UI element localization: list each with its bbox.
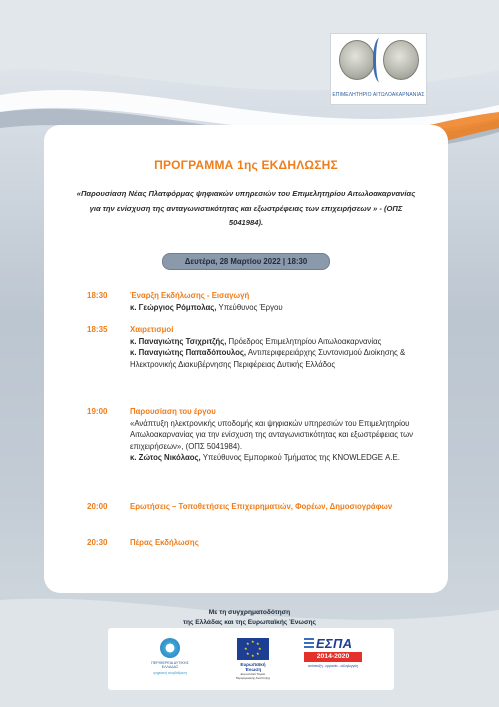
sponsor-logos (108, 628, 394, 690)
agenda-time: 18:35 (87, 325, 108, 334)
agenda-heading: Παρουσίαση του έργου (130, 407, 216, 416)
agenda-time: 18:30 (87, 291, 108, 300)
chamber-logo-text: ΕΠΙΜΕΛΗΤΗΡΙΟ ΑΙΤΩΛΟΑΚΑΡΝΑΝΙΑΣ (332, 92, 425, 98)
espa-logo (304, 636, 362, 668)
eu-logo (232, 638, 274, 680)
speaker-name: κ. Ζώτος Νικόλαος, (130, 453, 201, 462)
coin-icon (383, 40, 419, 80)
eu-fund-label: Ευρωπαϊκό Ταμείο Περιφερειακής Ανάπτυξης (235, 672, 271, 680)
speaker-name: κ. Παναγιώτης Τσιχριτζής, (130, 336, 227, 346)
region-logo-icon (160, 638, 180, 658)
region-logo-tagline: ψηφιακή αναβάθμιση (153, 671, 187, 675)
agenda-time: 20:00 (87, 502, 108, 511)
speaker-name: κ. Παναγιώτης Παπαδόπουλος, (130, 348, 247, 357)
region-logo-text: ΠΕΡΙΦΕΡΕΙΑ ΔΥΤΙΚΗΣ ΕΛΛΑΔΑΣ (151, 661, 189, 669)
agenda-heading: Πέρας Εκδήλωσης (130, 538, 199, 547)
agenda-heading: Χαιρετισμοί (130, 325, 174, 334)
eu-label: Ευρωπαϊκή Ένωση (240, 662, 266, 672)
cofunding-line-1: Με τη συγχρηματοδότηση (208, 609, 291, 616)
speaker-role: Υπεύθυνος Εμπορικού Τμήματος της KNOWLEDGE Α.Ε. (200, 453, 400, 462)
event-date-badge: Δευτέρα, 28 Μαρτίου 2022 | 18:30 (162, 253, 330, 270)
program-subtitle: «Παρουσίαση Νέας Πλατφόρμας ψηφιακών υπηρεσιών του Επιμελητηρίου Αιτωλοακαρνανίας για την ενίσχυση της ανταγωνιστικότητας και εξωστρέφειας των επιχειρήσεων » - (ΟΠΣ 5041984). (76, 189, 416, 227)
greek-flag-icon (304, 638, 314, 650)
espa-name: ΕΣΠΑ (316, 636, 353, 651)
agenda-time: 20:30 (87, 538, 108, 547)
agenda-time: 19:00 (87, 407, 108, 416)
espa-years: 2014-2020 (304, 652, 362, 662)
cofunding-line-2: της Ελλάδας και της Ευρωπαϊκής Ένωσης (183, 619, 316, 626)
program-card (44, 125, 448, 593)
program-title: ΠΡΟΓΡΑΜΜΑ 1ης ΕΚΔΗΛΩΣΗΣ (154, 158, 338, 172)
project-description: «Ανάπτυξη ηλεκτρονικής υποδομής και ψηφιακών υπηρεσιών του Επιμελητηρίου Αιτωλοακαρνανίας για την ενίσχυση της ανταγωνιστικότητας και εξωστρέφειας των επιχειρήσεων», (ΟΠΣ 5041984). (130, 418, 414, 451)
speaker-role: Υπεύθυνος Έργου (216, 302, 283, 312)
chamber-logo (330, 33, 427, 105)
speaker-name: κ. Γεώργιος Ρόμπολας, (130, 302, 217, 312)
speaker-role: Αντιπεριφερειάρχης Συντονισμού Διοίκησης & Ηλεκτρονικής Διακυβέρνησης Περιφέρειας Δυτικής Ελλάδος (130, 348, 406, 369)
speaker-role: Πρόεδρος Επιμελητηρίου Αιτωλοακαρνανίας (226, 336, 382, 346)
coin-icon (339, 40, 375, 80)
agenda-heading: Έναρξη Εκδήλωσης - Εισαγωγή (130, 291, 250, 300)
cofunding-note (0, 608, 499, 628)
espa-tagline: ανάπτυξη - εργασία - αλληλεγγύη (307, 664, 359, 668)
agenda-heading: Ερωτήσεις – Τοποθετήσεις Επιχειρηματιών, Φορέων, Δημοσιογράφων (130, 502, 393, 511)
region-logo (144, 638, 196, 684)
eu-flag-icon: ★ ★ ★ ★ ★ ★ ★ ★ (237, 638, 269, 660)
